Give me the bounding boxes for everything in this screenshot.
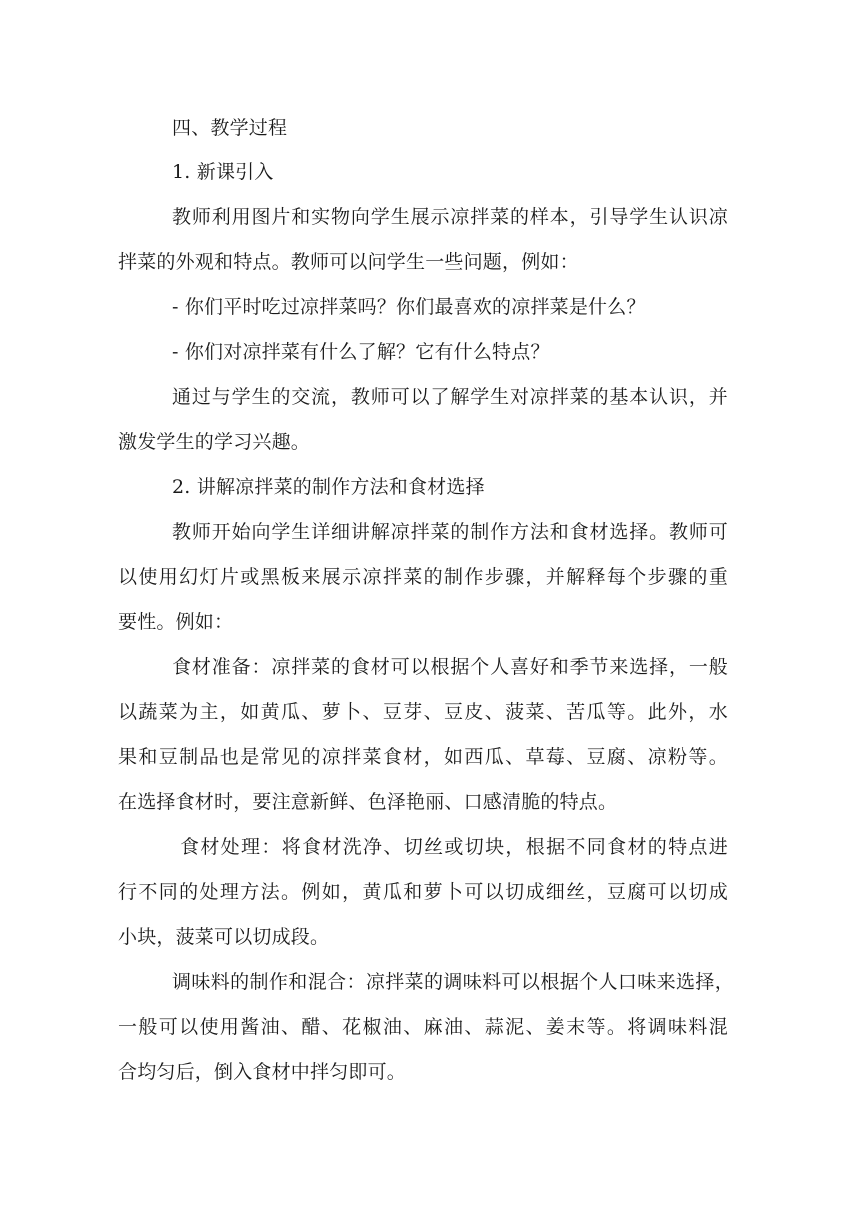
paragraph-ingredients-line: 果和豆制品也是常见的凉拌菜食材，如西瓜、草莓、豆腐、凉粉等。 xyxy=(118,746,728,768)
subsection-heading-intro: 1. 新课引入 xyxy=(172,161,274,183)
question-item: - 你们对凉拌菜有什么了解？它有什么特点？ xyxy=(172,341,550,363)
paragraph-seasoning-line: 调味料的制作和混合：凉拌菜的调味料可以根据个人口味来选择， xyxy=(172,971,734,993)
paragraph-intro-line: 拌菜的外观和特点。教师可以问学生一些问题，例如： xyxy=(118,251,579,273)
paragraph-seasoning-line: 合均匀后，倒入食材中拌匀即可。 xyxy=(118,1061,407,1083)
subsection-heading-methods: 2. 讲解凉拌菜的制作方法和食材选择 xyxy=(172,476,485,498)
paragraph-intro-line: 教师利用图片和实物向学生展示凉拌菜的样本，引导学生认识凉 xyxy=(172,206,728,228)
section-heading: 四、教学过程 xyxy=(172,117,288,139)
paragraph-ingredients-line: 以蔬菜为主，如黄瓜、萝卜、豆芽、豆皮、菠菜、苦瓜等。此外，水 xyxy=(118,701,728,723)
paragraph-seasoning-line: 一般可以使用酱油、醋、花椒油、麻油、蒜泥、姜末等。将调味料混 xyxy=(118,1016,728,1038)
paragraph-exchange-line: 激发学生的学习兴趣。 xyxy=(118,431,311,453)
paragraph-processing-line: 食材处理：将食材洗净、切丝或切块，根据不同食材的特点进 xyxy=(180,836,728,858)
paragraph-processing-line: 小块，菠菜可以切成段。 xyxy=(118,926,330,948)
paragraph-methods-line: 教师开始向学生详细讲解凉拌菜的制作方法和食材选择。教师可 xyxy=(172,521,728,543)
paragraph-exchange-line: 通过与学生的交流，教师可以了解学生对凉拌菜的基本认识，并 xyxy=(172,386,728,408)
question-item: - 你们平时吃过凉拌菜吗？你们最喜欢的凉拌菜是什么？ xyxy=(172,296,646,318)
paragraph-processing-line: 行不同的处理方法。例如，黄瓜和萝卜可以切成细丝，豆腐可以切成 xyxy=(118,881,728,903)
paragraph-ingredients-line: 食材准备：凉拌菜的食材可以根据个人喜好和季节来选择，一般 xyxy=(172,656,728,678)
paragraph-ingredients-line: 在选择食材时，要注意新鲜、色泽艳丽、口感清脆的特点。 xyxy=(118,791,618,813)
paragraph-methods-line: 以使用幻灯片或黑板来展示凉拌菜的制作步骤，并解释每个步骤的重 xyxy=(118,566,728,588)
paragraph-methods-line: 要性。例如： xyxy=(118,611,234,633)
